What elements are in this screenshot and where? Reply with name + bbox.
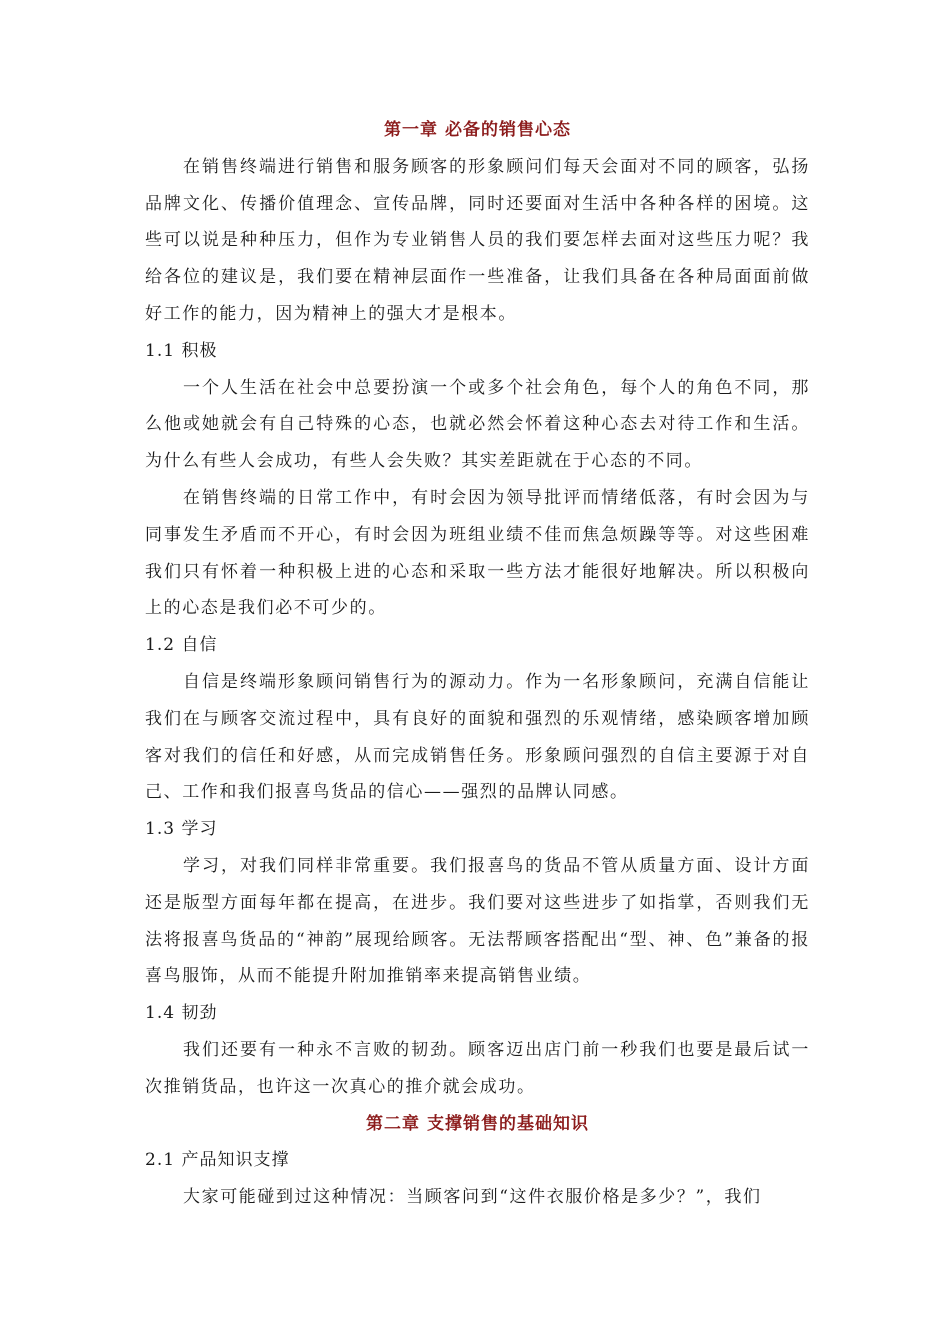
- section-2-1-paragraph-1: 大家可能碰到过这种情况：当顾客问到“这件衣服价格是多少？”，我们: [183, 1187, 762, 1208]
- section-1-3-paragraph-1: 学习，对我们同样非常重要。我们报喜鸟的货品不管从质量方面、设计方面还是版型方面每年都在提高，在进步。我们要对这些进步了如指掌，否则我们无法将报喜鸟货品的“神韵”展现给顾客。无法帮顾客搭配出“型、神、色”兼备的报喜鸟服饰，从而不能提升附加推销率来提高销售业绩。: [145, 855, 810, 987]
- section-1-2-paragraph-1: 自信是终端形象顾问销售行为的源动力。作为一名形象顾问，充满自信能让我们在与顾客交流过程中，具有良好的面貌和强烈的乐观情绪，感染顾客增加顾客对我们的信任和好感，从而完成销售任务。形象顾问强烈的自信主要源于对自己、工作和我们报喜鸟货品的信心——强烈的品牌认同感。: [145, 671, 810, 803]
- section-1-1-paragraph-1: 一个人生活在社会中总要扮演一个或多个社会角色，每个人的角色不同，那么他或她就会有自己特殊的心态，也就必然会怀着这种心态去对待工作和生活。为什么有些人会成功，有些人会失败？其实差距就在于心态的不同。: [145, 377, 810, 472]
- section-1-1-paragraph-2: 在销售终端的日常工作中，有时会因为领导批评而情绪低落，有时会因为与同事发生矛盾而不开心，有时会因为班组业绩不佳而焦急烦躁等等。对这些困难我们只有怀着一种积极上进的心态和采取一些方法才能很好地解决。所以积极向上的心态是我们必不可少的。: [145, 487, 810, 619]
- section-heading-1-3: 1.3 学习: [145, 819, 218, 840]
- document-content: [145, 112, 810, 1216]
- section-heading-2-1: 2.1 产品知识支撑: [145, 1150, 290, 1171]
- chapter-1-intro: 在销售终端进行销售和服务顾客的形象顾问们每天会面对不同的顾客，弘扬品牌文化、传播价值理念、宣传品牌，同时还要面对生活中各种各样的困境。这些可以说是种种压力，但作为专业销售人员的我们要怎样去面对这些压力呢？我给各位的建议是，我们要在精神层面作一些准备，让我们具备在各种局面面前做好工作的能力，因为精神上的强大才是根本。: [145, 156, 810, 324]
- section-heading-1-4: 1.4 韧劲: [145, 1003, 218, 1024]
- chapter-2-title: 第二章 支撑销售的基础知识: [366, 1113, 589, 1134]
- chapter-1-title: 第一章 必备的销售心态: [384, 120, 571, 140]
- section-1-4-paragraph-1: 我们还要有一种永不言败的韧劲。顾客迈出店门前一秒我们也要是最后试一次推销货品，也许这一次真心的推介就会成功。: [145, 1039, 810, 1097]
- section-heading-1-2: 1.2 自信: [145, 635, 218, 656]
- section-heading-1-1: 1.1 积极: [145, 340, 218, 361]
